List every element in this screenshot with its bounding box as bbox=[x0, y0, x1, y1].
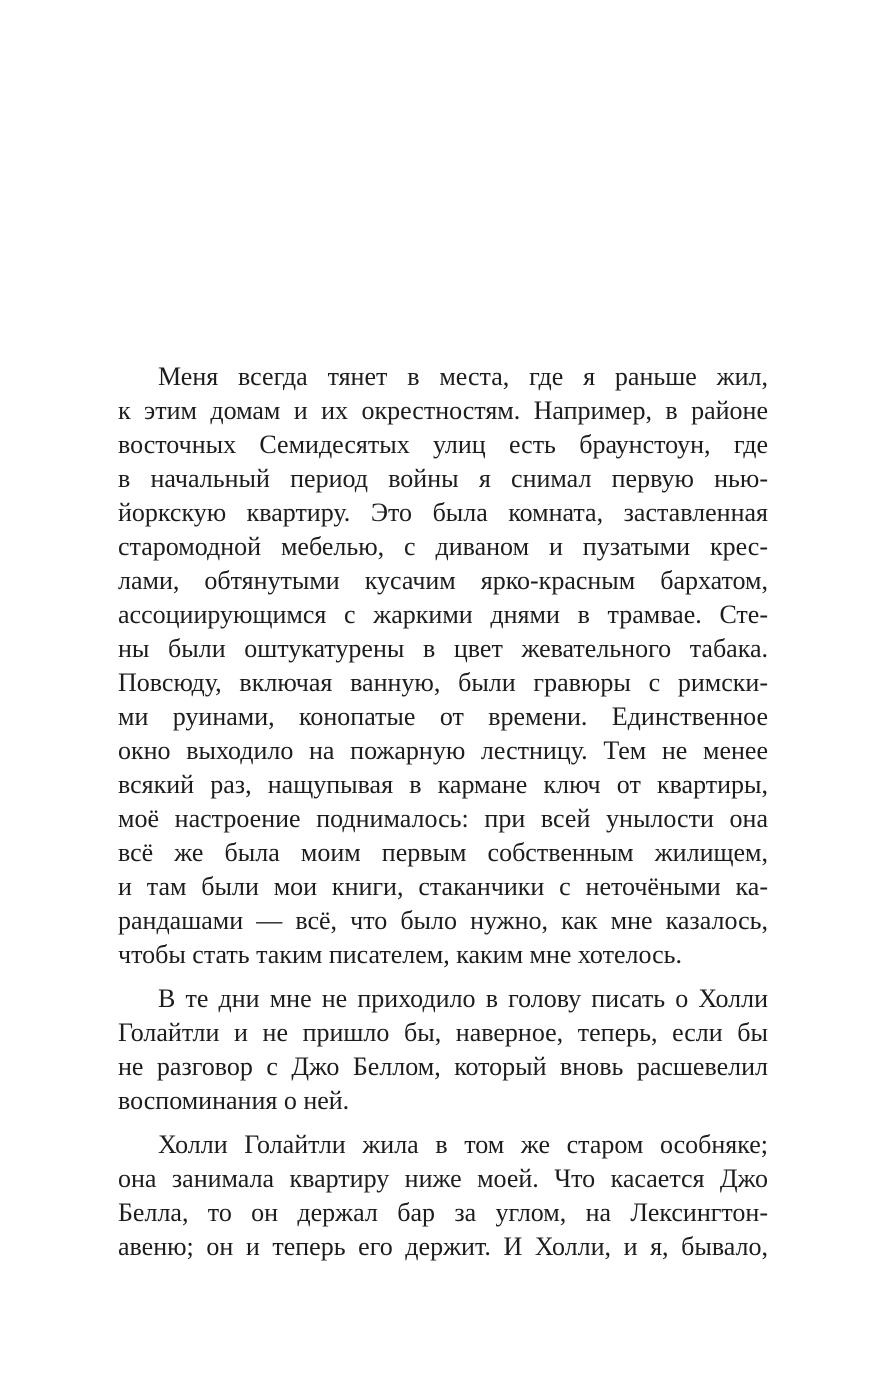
text-line: моё настроение поднималось: при всей унылости она bbox=[118, 804, 768, 833]
text-line: Меня всегда тянет в места, где я раньше жил, bbox=[158, 362, 768, 391]
text-line: ны были оштукатурены в цвет жевательного табака. bbox=[118, 634, 768, 663]
paragraph bbox=[118, 1128, 768, 1264]
text-line: ассоциирующимся с жаркими днями в трамвае. Сте- bbox=[118, 600, 768, 629]
text-line: она занимала квартиру ниже моей. Что касается Джо bbox=[118, 1164, 768, 1193]
text-line: Повсюду, включая ванную, были гравюры с римски- bbox=[118, 668, 768, 697]
text-line: лами, обтянутыми кусачим ярко-красным бархатом, bbox=[118, 566, 768, 595]
text-line: к этим домам и их окрестностям. Например, в районе bbox=[118, 396, 768, 425]
text-line: ми руинами, конопатые от времени. Единственное bbox=[118, 702, 768, 731]
text-line: Белла, то он держал бар за углом, на Лексингтон- bbox=[118, 1198, 768, 1227]
text-line: В те дни мне не приходило в голову писать о Холли bbox=[158, 984, 768, 1013]
text-line: Холли Голайтли жила в том же старом особняке; bbox=[158, 1130, 768, 1159]
text-line: восточных Семидесятых улиц есть браунстоун, где bbox=[118, 430, 768, 459]
text-line: и там были мои книги, стаканчики с неточёными ка- bbox=[118, 872, 768, 901]
text-line: окно выходило на пожарную лестницу. Тем не менее bbox=[118, 736, 768, 765]
paragraph bbox=[118, 360, 768, 972]
text-line: всё же была моим первым собственным жилищем, bbox=[118, 838, 768, 867]
text-line: рандашами — всё, что было нужно, как мне казалось, bbox=[118, 906, 768, 935]
text-line: авеню; он и теперь его держит. И Холли, и я, бывало, bbox=[118, 1232, 768, 1261]
text-line: Голайтли и не пришло бы, наверное, теперь, если бы bbox=[118, 1018, 768, 1047]
text-line: не разговор с Джо Беллом, который вновь расшевелил bbox=[118, 1052, 768, 1081]
text-line: старомодной мебелью, с диваном и пузатыми крес- bbox=[118, 532, 768, 561]
text-line: йоркскую квартиру. Это была комната, заставленная bbox=[118, 498, 768, 527]
text-block bbox=[118, 360, 768, 1274]
text-line: всякий раз, нащупывая в кармане ключ от квартиры, bbox=[118, 770, 768, 799]
text-line: воспоминания о ней. bbox=[118, 1086, 350, 1115]
text-line: чтобы стать таким писателем, каким мне хотелось. bbox=[118, 940, 683, 969]
text-line: в начальный период войны я снимал первую нью- bbox=[118, 464, 768, 493]
paragraph bbox=[118, 982, 768, 1118]
